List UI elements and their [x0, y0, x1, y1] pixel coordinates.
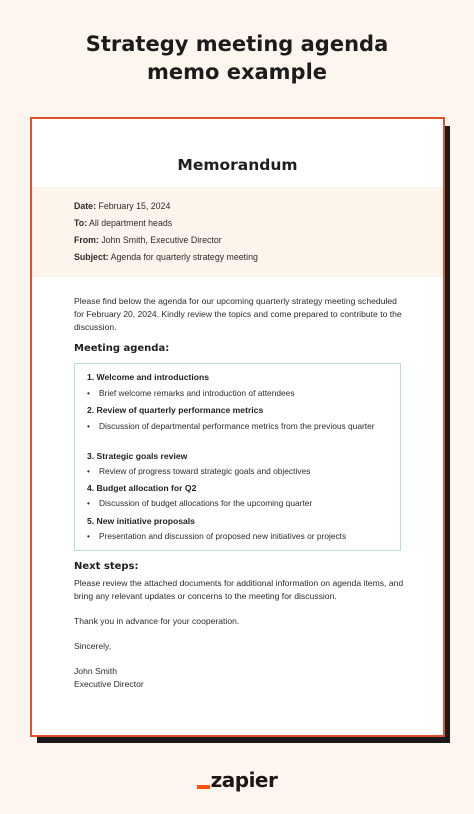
logo-underscore-icon	[197, 785, 210, 789]
meta-to-label: To:	[74, 218, 88, 228]
agenda-item-title: 3. Strategic goals review	[87, 451, 188, 461]
meta-subject-label: Subject:	[74, 252, 109, 262]
bullet-dot-icon: •	[87, 498, 90, 508]
meta-subject	[74, 252, 258, 262]
page-title-line-1: Strategy meeting agenda	[85, 32, 389, 56]
next-steps-heading: Next steps:	[74, 561, 139, 572]
agenda-item-title: 4. Budget allocation for Q2	[87, 483, 197, 493]
agenda-item-bullet: • Discussion of departmental performance metrics from the previous quarter	[87, 421, 375, 431]
meta-subject-value: Agenda for quarterly strategy meeting	[110, 252, 258, 262]
memo-heading: Memorandum	[177, 156, 298, 174]
signer-title: Executive Director	[74, 679, 144, 689]
bullet-dot-icon: •	[87, 421, 90, 431]
meta-to-value: All department heads	[89, 218, 173, 228]
page-title	[0, 30, 474, 86]
meta-date	[74, 201, 170, 211]
agenda-list	[74, 363, 401, 551]
meta-from-value: John Smith, Executive Director	[101, 235, 222, 245]
meta-to	[74, 218, 172, 228]
memo-intro: Please find below the agenda for our upcoming quarterly strategy meeting scheduled for February 20, 2024. Kindly review the topics and come prepared to contribute to the discussion.	[74, 296, 402, 332]
agenda-item-bullet: • Presentation and discussion of proposed new initiatives or projects	[87, 531, 347, 541]
signer-name: John Smith	[74, 666, 117, 676]
bullet-dot-icon: •	[87, 531, 90, 541]
meta-date-value: February 15, 2024	[98, 201, 171, 211]
agenda-item-title: 1. Welcome and introductions	[87, 372, 210, 382]
closing-text: Sincerely,	[74, 641, 112, 651]
bullet-dot-icon: •	[87, 388, 90, 398]
meta-date-label: Date:	[74, 201, 96, 211]
bullet-dot-icon: •	[87, 466, 90, 476]
thanks-text: Thank you in advance for your cooperation.	[74, 616, 240, 626]
logo-text: zapier	[210, 768, 278, 792]
zapier-logo	[0, 768, 474, 792]
agenda-item-bullet: • Discussion of budget allocations for the upcoming quarter	[87, 498, 313, 508]
agenda-item-bullet: • Brief welcome remarks and introduction of attendees	[87, 388, 295, 398]
agenda-item-bullet: • Review of progress toward strategic goals and objectives	[87, 466, 311, 476]
next-steps-text: Please review the attached documents for additional information on agenda items, and bring any relevant updates or concerns to the meeting for discussion.	[74, 578, 404, 601]
agenda-item-title: 5. New initiative proposals	[87, 516, 195, 526]
page-title-line-2: memo example	[146, 60, 328, 84]
memo-card	[30, 117, 445, 737]
agenda-item-title: 2. Review of quarterly performance metrics	[87, 405, 264, 415]
memo-meta-band	[32, 187, 443, 277]
agenda-heading: Meeting agenda:	[74, 343, 170, 354]
meta-from-label: From:	[74, 235, 99, 245]
meta-from	[74, 235, 222, 245]
